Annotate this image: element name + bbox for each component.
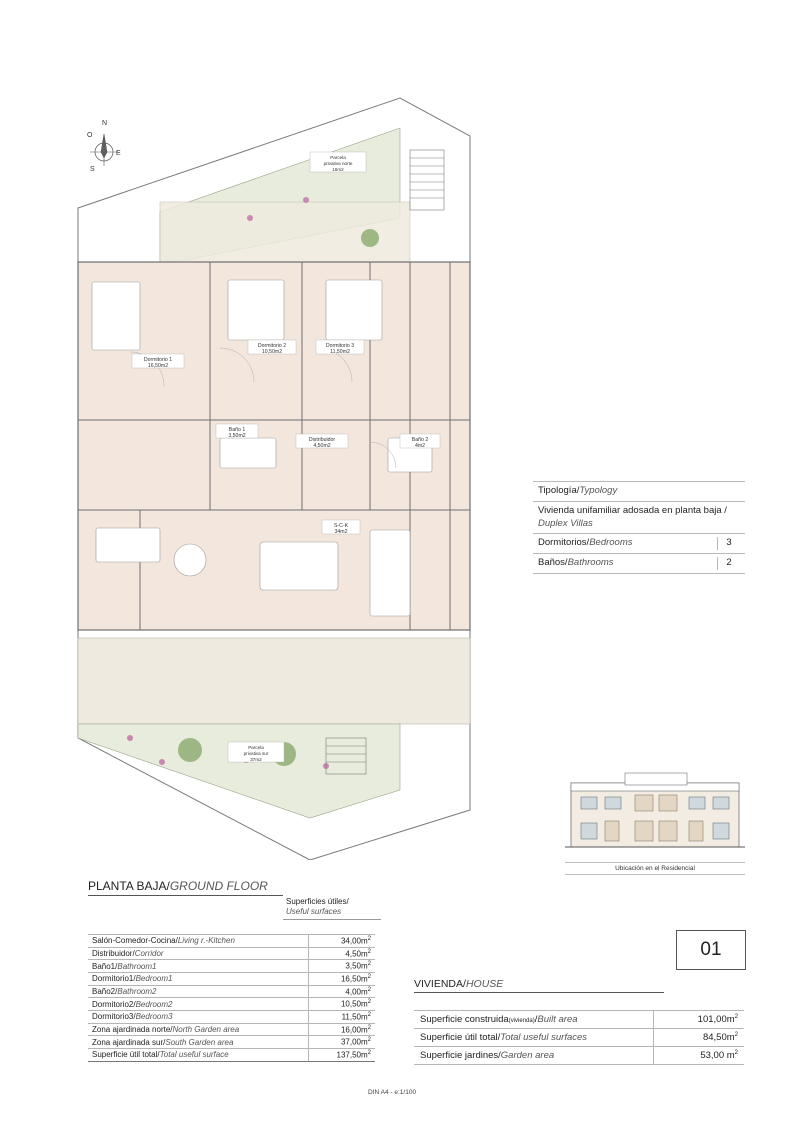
compass-label-n: N (102, 120, 108, 127)
bedrooms-value: 3 (717, 537, 740, 550)
row-value: 101,00m (697, 1014, 735, 1026)
typology-header (533, 481, 745, 502)
row-value: 137,50m (336, 1050, 368, 1060)
row-label-en: South Garden area (165, 1037, 234, 1047)
row-unit: 2 (367, 986, 371, 993)
row-label-en: Corridor (134, 948, 164, 958)
house-title-es: VIVIENDA/ (414, 978, 466, 990)
row-value: 34,00m (340, 936, 368, 946)
table-row (88, 998, 375, 1011)
compass-label-s: S (90, 166, 95, 173)
room-label: Dormitorio 1 (143, 357, 173, 363)
row-value: 10,50m (340, 999, 368, 1009)
room-label: Parcela (248, 745, 264, 750)
row-value: 3,50m (345, 961, 368, 971)
row-unit: 2 (367, 1011, 371, 1018)
compass-label-o: O (87, 132, 93, 139)
row-label-es: Zona ajardinada sur/ (92, 1037, 166, 1047)
row-unit: 2 (367, 961, 371, 968)
row-label-en: Total useful surfaces (500, 1032, 588, 1044)
row-label-en: Living r.-Kitchen (177, 936, 235, 946)
room-label: privativa norte (323, 161, 353, 166)
row-value: 84,50m (702, 1032, 735, 1044)
room-label: 11,50m2 (330, 349, 350, 355)
row-label-es: Dormitorio1/ (92, 974, 136, 984)
row-unit: 2 (367, 1049, 371, 1056)
row-label-en: Bedroom1 (135, 974, 173, 984)
room-label: Baño 1 (228, 427, 246, 433)
bedrooms-label-es: Dormitorios/ (538, 537, 590, 549)
room-label: 16,50m2 (147, 363, 169, 369)
house-title-en: HOUSE (465, 978, 504, 990)
typology-description (533, 502, 745, 535)
row-label-en: Built area (537, 1014, 578, 1026)
scale-note: DIN A4 - e:1/100 (368, 1089, 417, 1096)
row-label-en: Bathroom2 (117, 986, 157, 996)
ground-floor-title-es: PLANTA BAJA/ (88, 879, 170, 893)
room-label: 16m2 (332, 167, 344, 172)
table-row (88, 960, 375, 973)
row-label-en: Bedroom3 (135, 1012, 173, 1022)
ground-floor-column-header (283, 896, 381, 920)
typology-row-bedrooms (533, 534, 745, 554)
house-title (414, 978, 664, 993)
row-unit: 2 (367, 999, 371, 1006)
typology-description-en: Duplex Villas (538, 517, 593, 529)
room-label: 3,50m2 (228, 433, 246, 439)
building-elevation-thumbnail (565, 765, 745, 857)
room-label: Distribuidor (308, 437, 336, 443)
room-label: Baño 2 (411, 437, 429, 443)
bathrooms-value: 2 (717, 557, 740, 570)
room-label: 4m2 (414, 443, 426, 449)
row-unit: 2 (367, 1037, 371, 1044)
typology-header-en: Typology (579, 485, 618, 496)
compass-label-e: E (116, 150, 121, 157)
typology-table (533, 481, 745, 574)
table-row-total (88, 1048, 375, 1061)
room-label: 34m2 (334, 529, 348, 535)
room-label: Dormitorio 3 (325, 343, 355, 349)
row-unit: 2 (734, 1032, 738, 1039)
row-unit: 2 (367, 1024, 371, 1031)
row-unit: 2 (734, 1014, 738, 1020)
ground-floor-surfaces-table (88, 934, 375, 1062)
table-row (88, 935, 375, 948)
table-row (88, 972, 375, 985)
row-value: 4,50m (345, 949, 368, 959)
row-label-en: Garden area (500, 1050, 555, 1062)
floor-plan-drawing (70, 90, 490, 860)
room-label: 37m2 (250, 757, 262, 762)
ground-floor-title-en: GROUND FLOOR (169, 879, 268, 893)
row-label-es: Dormitorio3/ (92, 1012, 136, 1022)
row-label-en: Total useful surface (159, 1050, 229, 1060)
bathrooms-label-en: Bathrooms (567, 557, 614, 569)
room-label: 10,50m2 (261, 349, 283, 355)
row-label-es: Baño2/ (92, 986, 118, 996)
typology-description-es: Vivienda unifamiliar adosada en planta baja / (538, 504, 727, 516)
row-value: 37,00m (340, 1037, 368, 1047)
table-row (88, 1010, 375, 1023)
table-row (414, 1047, 744, 1065)
house-summary-table (414, 1010, 744, 1065)
useful-surfaces-en: Useful surfaces (286, 907, 342, 916)
row-label-es-small: (vivienda) (508, 1018, 535, 1025)
row-label-en: Bathroom1 (117, 961, 157, 971)
row-value: 4,00m (345, 987, 368, 997)
row-label-es: Salón-Comedor-Cocina/ (92, 936, 178, 946)
row-unit: 2 (367, 936, 371, 942)
plate-number: 01 (676, 930, 746, 970)
row-label-es: Baño1/ (92, 961, 118, 971)
room-label: 4,50m2 (313, 443, 331, 449)
room-label: Parcela (330, 155, 346, 160)
row-unit: 2 (734, 1050, 738, 1057)
table-row (88, 1036, 375, 1049)
row-value: 16,00m (340, 1025, 368, 1035)
bathrooms-label-es: Baños/ (538, 557, 568, 569)
row-unit: 2 (367, 948, 371, 955)
row-value: 53,00 m (700, 1050, 735, 1062)
elevation-caption: Ubicación en el Residencial (565, 862, 745, 875)
typology-header-es: Tipología/ (538, 485, 580, 496)
row-label-en: North Garden area (172, 1024, 240, 1034)
room-label: S-C-K (333, 523, 349, 529)
row-label-es: Superficie útil total/ (420, 1032, 501, 1044)
row-unit: 2 (367, 973, 371, 980)
table-row (88, 1023, 375, 1036)
room-label: Dormitorio 2 (257, 343, 287, 349)
ground-floor-title (88, 879, 283, 896)
useful-surfaces-es: Superficies útiles/ (286, 897, 349, 906)
table-row (414, 1011, 744, 1029)
table-row (414, 1029, 744, 1047)
table-row (88, 985, 375, 998)
row-label-es: Dormitorio2/ (92, 999, 136, 1009)
row-label-es-tail: / (534, 1014, 538, 1026)
row-label-en: Bedroom2 (135, 999, 173, 1009)
table-row (88, 947, 375, 960)
row-value: 11,50m (341, 1012, 368, 1022)
row-label-es: Superficie construida (420, 1014, 509, 1026)
row-label-es: Distribuidor/ (92, 948, 135, 958)
room-label: privativa sur (243, 751, 269, 756)
typology-row-bathrooms (533, 554, 745, 574)
row-label-es: Superficie jardines/ (420, 1050, 501, 1062)
row-value: 16,50m (340, 974, 368, 984)
bedrooms-label-en: Bedrooms (589, 537, 633, 549)
row-label-es: Zona ajardinada norte/ (92, 1024, 173, 1034)
row-label-es: Superficie útil total/ (92, 1050, 160, 1060)
